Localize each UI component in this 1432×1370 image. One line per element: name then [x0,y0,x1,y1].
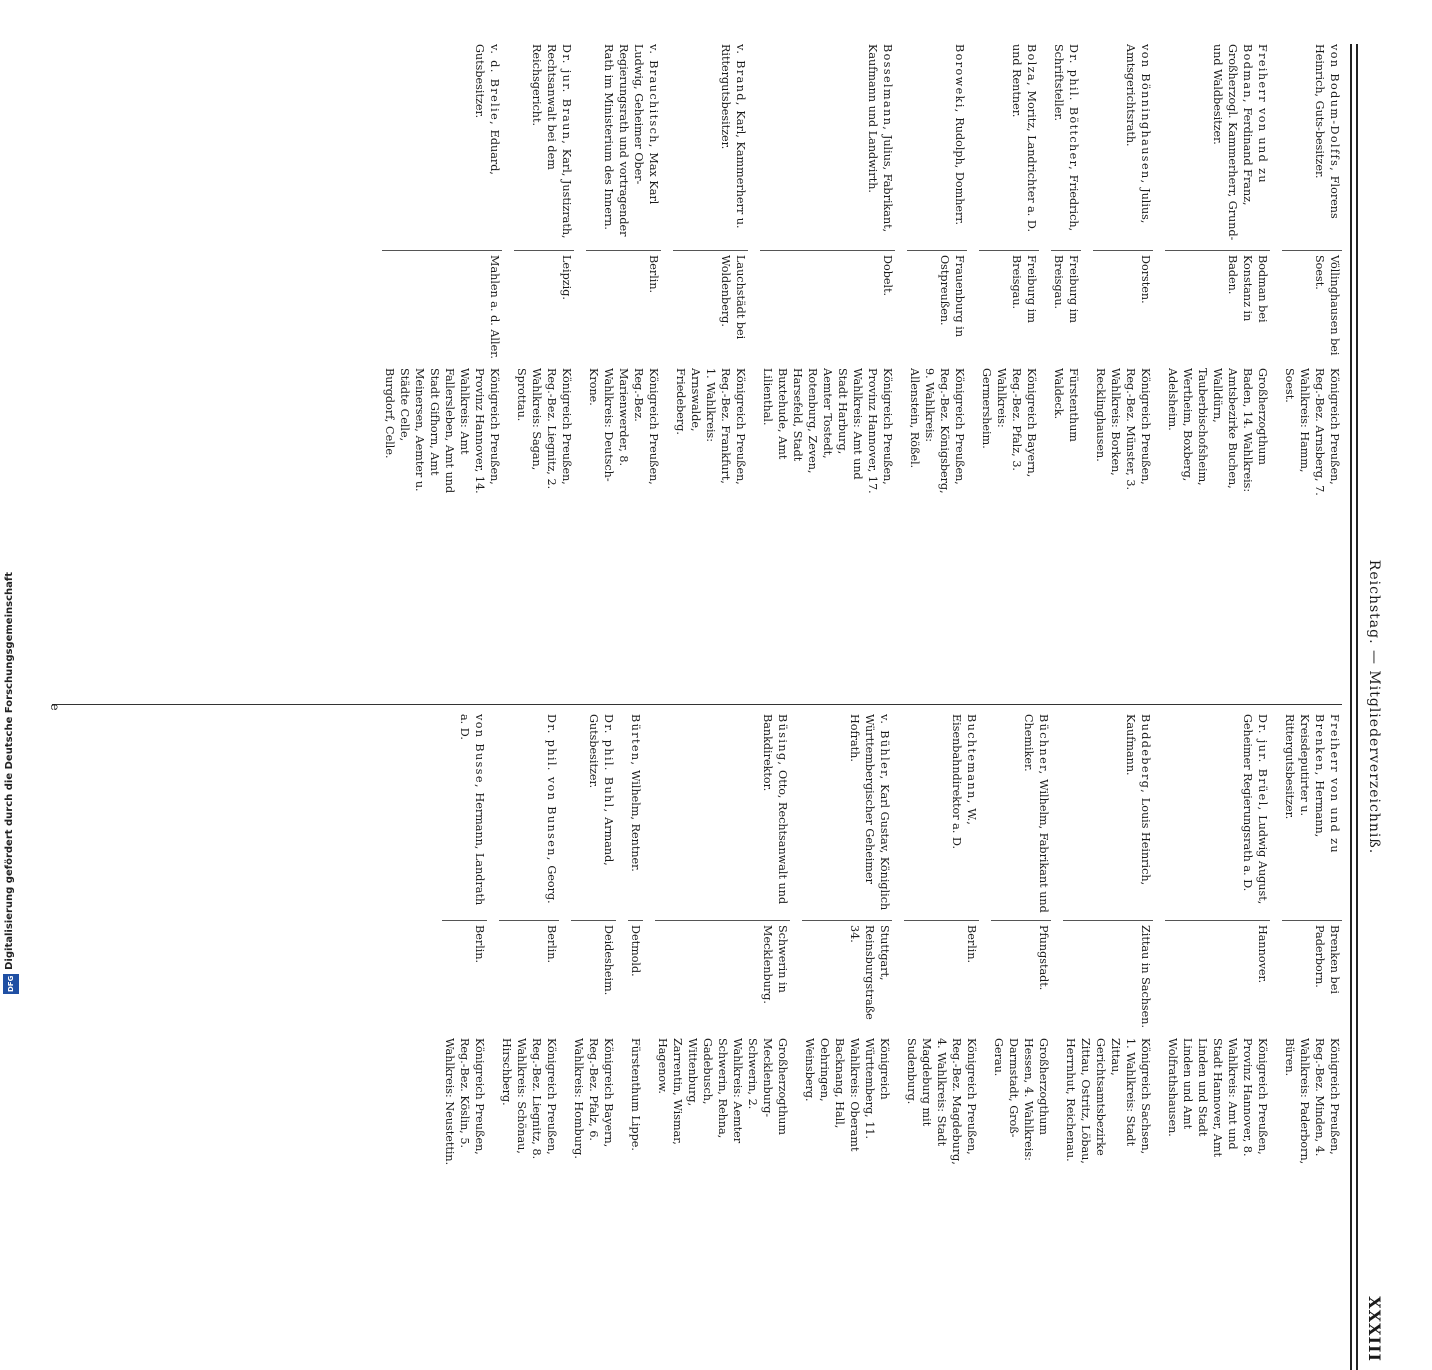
member-name-cell [586,44,661,244]
member-electoral-district: Fürstenthum Lippe. [629,1038,642,1151]
member-description: Hermann, Landrath a. D. [458,714,486,906]
member-name-cell [1165,714,1270,914]
member-entry [382,44,502,696]
dfg-logo-icon: DFG [3,974,19,994]
member-name: Freiherr von und zu Brenken, [1313,714,1341,855]
member-entry [907,44,967,696]
member-entry [979,44,1039,696]
member-description: Max Karl Ludwig, Geheimer Ober-Regierungsrath und vortragender Rath im Ministerium des Innern. [602,44,660,237]
member-description: W., Eisenbahndirektor a. D. [950,714,978,850]
member-residence: Frauenburg in Ostpreußen. [907,250,967,362]
member-electoral-district: Königreich Preußen, Reg.-Bez. Minden, 4. Wahlkreis: Paderborn, Büren. [1283,1038,1341,1165]
member-electoral-district: Königreich Bayern, Reg.-Bez. Pfalz, 3. Wahlkreis: Germersheim. [980,368,1038,478]
member-electoral-district: Großherzogthum Baden, 14. Wahlkreis: Amtsbezirke Buchen, Walldürn, Tauberbischofsheim, Wertheim, Boxberg, Adelsheim. [1166,368,1269,493]
signature-mark: e [48,703,62,711]
column-divider [52,704,1342,705]
member-description: Georg. [545,861,558,904]
member-residence: Dobelt. [760,250,895,362]
member-residence: Schwerin in Mecklenburg. [655,920,790,1032]
member-entry [1051,44,1081,696]
member-name: Büchner, [1037,714,1050,776]
member-electoral-district: Königreich Preußen, Reg.-Bez. Liegnitz, 8. Wahlkreis: Schönau, Hirschberg. [500,1038,558,1160]
member-entry [760,44,895,696]
member-residence: Mahlen a. d. Aller. [382,250,502,362]
member-name-cell [907,44,967,244]
member-electoral-district: Königreich Preußen, Reg.-Bez. Königsberg, 9. Wahlkreis: Allenstein, Rößel. [908,368,966,494]
member-residence: Hannover. [1165,920,1270,1032]
member-residence: Dorsten. [1093,250,1153,362]
member-entry [655,714,790,1366]
member-name-cell [655,714,790,914]
member-residence: Pfungstadt. [991,920,1051,1032]
member-entry [904,714,979,1366]
member-name: Buddeberg, [1139,714,1152,795]
member-residence: Freiburg im Breisgau. [1051,250,1081,362]
member-residence: Leipzig. [514,250,574,362]
header-rule-bottom [1350,44,1352,1370]
member-entry [1165,44,1270,696]
member-name: Freiherr von und zu Bodman, [1241,44,1269,185]
member-name: v. Brand, [734,44,747,107]
member-electoral-district: Königreich Preußen, Reg.-Bez. Marienwerder, 8. Wahlkreis: Deutsch-Krone. [587,368,660,485]
member-electoral-district: Königreich Preußen, Reg.-Bez. Köslin, 5. Wahlkreis: Neustettin. [443,1038,486,1166]
member-electoral-district: Königreich Preußen, Reg.-Bez. Frankfurt, 1. Wahlkreis: Arnswalde, Friedeberg. [674,368,747,485]
member-description: Karl, Kammerherr u. Rittergutsbesitzer. [719,44,747,229]
member-residence: Zittau in Sachsen. [1063,920,1153,1032]
member-name-cell [1282,714,1342,914]
member-description: Florens Heinrich, Guts-besitzer. [1313,44,1341,219]
member-name-cell [991,714,1051,914]
member-residence: Berlin. [499,920,559,1032]
member-name-cell [979,44,1039,244]
member-residence: Berlin. [904,920,979,1032]
member-name: Dr. phil. von Bunsen, [545,714,558,862]
member-name: Bolza, [1025,44,1038,88]
digitization-strip [0,0,22,1000]
member-name: Büsing, [776,714,789,767]
member-electoral-district: Königreich Bayern, Reg.-Bez. Pfalz, 6. Wahlkreis: Homburg. [572,1038,615,1159]
member-residence: Berlin. [586,250,661,362]
member-residence: Völlinghausen bei Soest. [1282,250,1342,362]
member-residence: Deidesheim. [571,920,616,1032]
member-description: Karl Gustav, Königlich Württembergischer Geheimer Hofrath. [848,714,891,911]
member-description: Armand, Gutsbesitzer. [587,714,615,866]
member-name-cell [1282,44,1342,244]
member-residence: Bodman bei Konstanz in Baden. [1165,250,1270,362]
member-entry [571,714,616,1366]
member-entry [1282,44,1342,696]
member-name-cell [760,44,895,244]
member-description: Eduard, Gutsbesitzer. [473,44,501,175]
member-entry [514,44,574,696]
member-description: Moritz, Landrichter a. D. und Rentner. [1010,44,1038,233]
member-entry [991,714,1051,1366]
member-description: Ludwig August, Geheimer Regierungsrath a. D. [1241,714,1269,905]
member-electoral-district: Königreich Württemberg, 11. Wahlkreis: Oberamt Backnang, Hall, Oehringen, Weinsberg. [803,1038,891,1152]
member-name-cell [673,44,748,244]
member-electoral-district: Königreich Preußen, Provinz Hannover, 8. Wahlkreis: Amt und Stadt Hannover, Amt Linden und Stadt Linden und Amt Wolfrathshausen. [1166,1038,1269,1157]
document-sheet [48,44,1388,1370]
member-name: von Bönninghausen, [1139,44,1152,185]
member-description: Hermann, Kreisdeputirter u. Rittergutsbesitzer. [1283,714,1326,838]
member-name-cell [382,44,502,244]
member-name: Boroweki, [953,44,966,114]
member-name-cell [571,714,616,914]
member-residence: Detmold. [628,920,643,1032]
member-entry [802,714,892,1366]
member-name-cell [1051,44,1081,244]
member-description: Friedrich, Schriftsteller. [1052,44,1080,232]
member-name-cell [802,714,892,914]
member-electoral-district: Königreich Preußen, Reg.-Bez. Arnsberg, 7. Wahlkreis: Hamm, Soest. [1283,368,1341,496]
left-column [52,44,1342,696]
member-name-cell [628,714,643,914]
member-entry [1093,44,1153,696]
member-residence: Stuttgart, Reinsburgstraße 34. [802,920,892,1032]
member-entry [442,714,487,1366]
member-name: v. Bühler, [878,714,891,781]
member-description: Otto, Rechtsanwalt und Bankdirektor. [761,714,789,905]
member-entry [499,714,559,1366]
member-description: Karl, Justizrath, Rechtsanwalt bei dem Reichsgericht. [530,44,573,239]
member-residence: Berlin. [442,920,487,1032]
member-electoral-district: Fürstenthum Waldeck. [1052,368,1080,442]
member-electoral-district: Königreich Preußen, Reg.-Bez. Magdeburg, 4. Wahlkreis: Stadt Magdeburg mit Sudenburg. [905,1038,978,1165]
member-name: Dr. jur. Brüel, [1256,714,1269,812]
member-description: Ferdinand Franz, Großherzogl. Kammerherr, Grund- und Waldbesitzer. [1211,44,1254,241]
member-name: Dr. phil. Buhl, [602,714,615,814]
member-name: von Busse, [473,714,486,789]
member-electoral-district: Königreich Preußen, Reg.-Bez. Liegnitz, 2. Wahlkreis: Sagan, Sprottau. [515,368,573,490]
member-electoral-district: Königreich Preußen, Reg.-Bez. Münster, 3. Wahlkreis: Borken, Recklinghausen. [1094,368,1152,491]
member-name: Buchtemann, [965,714,978,805]
member-name: Dr. jur. Braun, [560,44,573,146]
member-name: von Bodum-Dolffs, [1328,44,1341,173]
member-entry [586,44,661,696]
member-name-cell [499,714,559,914]
member-entry [628,714,643,1366]
right-column [52,714,1342,1366]
member-description: Rudolph, Domherr. [953,113,966,226]
member-electoral-district: Königreich Preußen, Provinz Hannover, 17. Wahlkreis: Amt und Stadt Harburg, Aemter Tostedt, Rotenburg, Zeven, Harsefeld, Stadt Buxtehude, Amt Lilienthal. [761,368,894,494]
header-rule-top [1356,44,1358,1370]
member-entry [1063,714,1153,1366]
member-electoral-district: Königreich Preußen, Provinz Hannover, 14. Wahlkreis: Amt Fallersleben, Amt und Stadt Gifhorn, Amt Meinersen, Aemter u. Städte Celle, Burgdorf, Celle. [383,368,501,494]
member-name-cell [514,44,574,244]
member-name-cell [1063,714,1153,914]
member-electoral-district: Königreich Sachsen, 1. Wahlkreis: Stadt Zittau, Gerichtsamtsbezirke Zittau, Ostritz, Löbau, Herrnhut, Reichenau. [1064,1038,1152,1164]
member-entry [1165,714,1270,1366]
member-description: Wilhelm, Rentner. [629,766,642,872]
member-description: Julius, Amtsgerichtsrath. [1124,44,1152,224]
member-entry [673,44,748,696]
member-electoral-district: Großherzogthum Hessen, 4. Wahlkreis: Darmstadt, Groß-Gerau. [992,1038,1050,1161]
member-description: Julius, Fabrikant, Kaufmann und Landwirth. [866,44,894,233]
page-number: XXXIII [1365,1296,1384,1362]
member-name: v. Brauchitsch, [647,44,660,149]
member-description: Wilhelm, Fabrikant und Chemiker. [1022,714,1050,913]
member-name-cell [1165,44,1270,244]
member-name: Bosselmann, [881,44,894,132]
member-name-cell [1093,44,1153,244]
member-entry [1282,714,1342,1366]
member-residence: Brenken bei Paderborn. [1282,920,1342,1032]
member-name-cell [442,714,487,914]
member-name-cell [904,714,979,914]
member-residence: Lauchstädt bei Woldenberg. [673,250,748,362]
member-description: Louis Heinrich, Kaufmann. [1124,714,1152,886]
member-name: Dr. phil. Böttcher, [1067,44,1080,172]
page-header [1354,44,1388,1370]
funding-note: Digitalisierung gefördert durch die Deutsche Forschungsgemeinschaft [4,572,15,970]
running-title: Reichstag. — Mitgliederverzeichniß. [1366,559,1382,855]
member-name: v. d. Brelie, [488,44,501,127]
member-electoral-district: Großherzogthum Mecklenburg-Schwerin, 2. Wahlkreis: Aemter Schwerin, Rehna, Gadebusch, Wittenburg, Zarrentin, Wismar, Hagenow. [656,1038,789,1145]
member-residence: Freiburg im Breisgau. [979,250,1039,362]
member-name: Bürten, [629,714,642,767]
